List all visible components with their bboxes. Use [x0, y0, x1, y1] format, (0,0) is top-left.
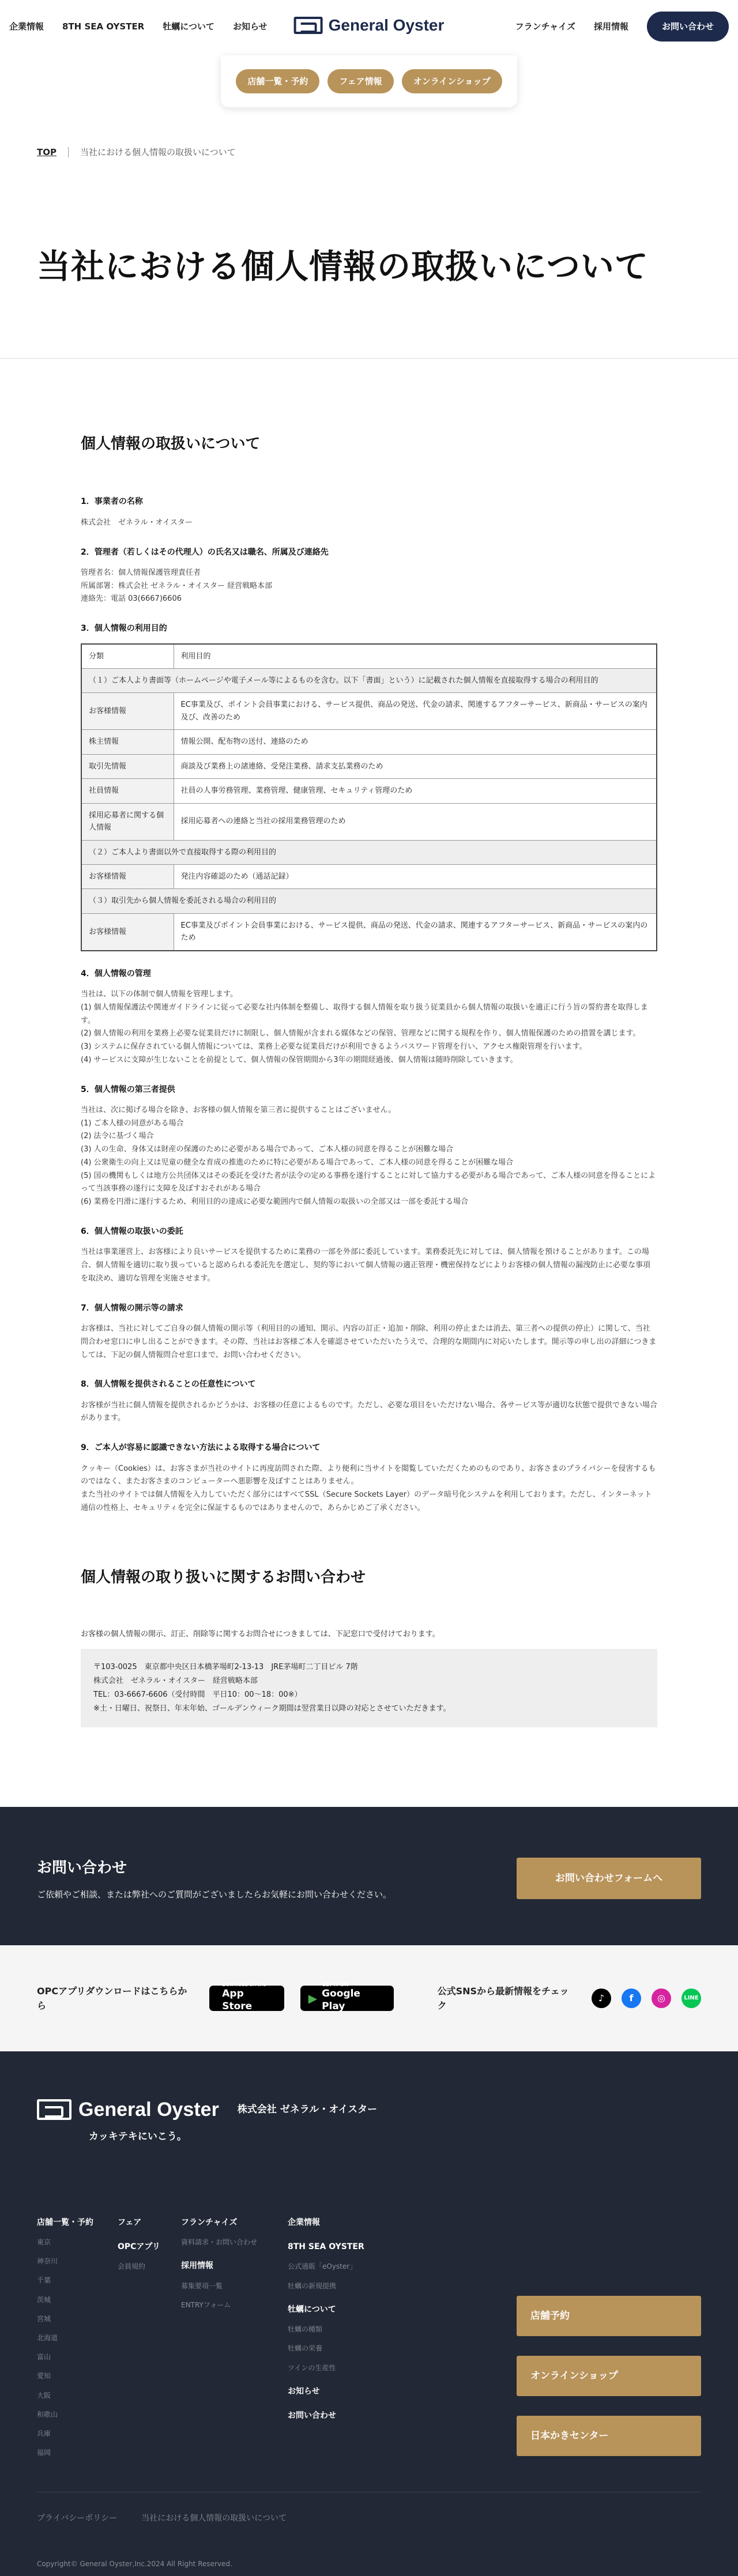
footer-link[interactable]: 和歌山: [37, 2410, 58, 2419]
subnav-wrapper: [0, 53, 738, 107]
footer-link[interactable]: 公式通販「eOyster」: [288, 2262, 357, 2271]
section-7-body: お客様は、当社に対してご自身の個人情報の開示等（利用目的の通知、開示、内容の訂正・追加・削除、利用の停止または消去、第三者への提供の停止）に関して、当社問合わせ窓口に申し出ることができます。その際、当社はお客様ご本人を確認させていただいたうえで、合理的な期間内に対応いたします。開示等の申し出の詳細につきましては、下記の個人情報問合せ窓口まで、お問い合わせください。: [81, 1324, 657, 1359]
footer-bottom-links: [37, 2492, 701, 2525]
inquiry-lead: お客様の個人情報の開示、訂正、削除等に関するお問合せにつきましては、下記窓口で受付けております。: [81, 1630, 440, 1639]
section-9: [81, 1441, 657, 1515]
table-cell-purpose: 社員の人事労務管理、業務管理、健康管理、セキュリティ管理のため: [174, 779, 657, 803]
footer-link[interactable]: 神奈川: [37, 2257, 58, 2266]
footer-oyster-list: [288, 2324, 394, 2374]
section-8-body: お客様が当社に個人情報を提供されるかどうかは、お客様の任意によるものです。ただし、必要な項目をいただけない場合、各サービス等が適切な状態で提供できない場合があります。: [81, 1400, 657, 1423]
subnav-fair[interactable]: フェア情報: [327, 69, 393, 93]
breadcrumb-current: 当社における個人情報の取扱いについて: [80, 147, 236, 157]
footer-logo-mark-icon: [37, 2099, 71, 2120]
section-5-line: (1) ご本人様の同意がある場合: [81, 1118, 184, 1128]
section-2: [81, 546, 657, 607]
tiktok-icon[interactable]: ♪: [592, 1989, 611, 2008]
footer-link[interactable]: 宮城: [37, 2314, 51, 2323]
footer-col-company: [288, 2216, 394, 2467]
table-cell-purpose: 採用応募者への連絡と当社の採用業務管理のため: [174, 803, 657, 840]
footer-app-list: [118, 2261, 181, 2272]
google-play-button[interactable]: [300, 1982, 394, 2013]
section-5-line: 当社は、次に掲げる場合を除き、お客様の個人情報を第三者に提供することはございません。: [81, 1105, 396, 1114]
contact-button[interactable]: お問い合わせ: [647, 12, 729, 42]
table-cell-category: 株主情報: [81, 730, 174, 754]
section-6: [81, 1225, 657, 1286]
section-9-title: 9．ご本人が容易に認識できない方法による取得する場合について: [81, 1443, 321, 1453]
section-6-body: 当社は事業運営上、お客様により良いサービスを提供するために業務の一部を外部に委託しています。業務委託先に対しては、個人情報を預けることがあります。この場合、個人情報を適切に取り扱っていると認められる委託先を選定し、契約等において個人情報の適正管理・機密保持などによりお客様の個人情報の漏洩防止に必要な事項を取決め、適切な管理を実施させます。: [81, 1248, 651, 1283]
footer-link[interactable]: 福岡: [37, 2449, 51, 2457]
site-header: [0, 0, 738, 53]
footer-online-shop-button[interactable]: オンラインショップ: [517, 2356, 701, 2396]
footer-link[interactable]: 牡蠣の栄養: [288, 2344, 323, 2353]
table-subheader-1: （１）ご本人より書面等（ホームページや電子メール等によるものを含む。以下「書面」という）に記載された個人情報を直接取得する場合の利用目的: [81, 669, 657, 693]
logo-mark-icon: [294, 17, 323, 34]
section-4: [81, 967, 657, 1067]
footer-logo: [37, 2094, 701, 2125]
google-play-label: Google Play: [322, 1988, 360, 2013]
section-5-line: (2) 法令に基づく場合: [81, 1132, 154, 1141]
nav-about-oysters[interactable]: 牡蠣について: [163, 21, 214, 32]
primary-nav-right: [515, 12, 729, 42]
section-5-line: (3) 人の生命、身体又は財産の保護のために必要がある場合であって、ご本人様の同意を得ることが困難な場合: [81, 1145, 454, 1154]
footer-link[interactable]: 資料請求・お問い合わせ: [181, 2238, 258, 2247]
section-4-line: (3) システムに保存されている個人情報については、業務上必要な従業員だけが利用できるようパスワード管理を行い、アクセス権限管理を行います。: [81, 1042, 587, 1052]
table-header-category: 分類: [81, 644, 174, 669]
breadcrumb-top[interactable]: TOP: [37, 147, 57, 157]
copyright: Copyright© General Oyster,Inc.2024 All Right Reserved.: [37, 2560, 232, 2569]
table-subheader: [81, 840, 657, 864]
nav-recruit[interactable]: 採用情報: [593, 21, 628, 32]
table-cell-category: お客様情報: [81, 693, 174, 730]
footer-col-subtitle[interactable]: OPCアプリ: [118, 2242, 160, 2252]
section-9-line: また当社のサイトでは個人情報を入力していただく部分にはすべてSSL（Secure Sockets Layer）のデータ暗号化システムを利用しております。ただし、インターネット通信の性格上、セキュリティを完全に保証するものではありませんので、あらかじめご了承ください。: [81, 1490, 652, 1512]
footer-link[interactable]: 北海道: [37, 2334, 58, 2342]
table-row: [81, 754, 657, 778]
personal-info-link[interactable]: 当社における個人情報の取扱いについて: [141, 2514, 287, 2524]
footer-link[interactable]: 会員規約: [118, 2262, 146, 2271]
footer-link[interactable]: 東京: [37, 2238, 51, 2247]
footer-col-stores: [37, 2216, 118, 2467]
table-cell-category: 社員情報: [81, 779, 174, 803]
google-play-text: [322, 1983, 386, 2013]
section-2-title: 2．管理者（若しくはその代理人）の氏名又は職名、所属及び連絡先: [81, 547, 329, 557]
manager-name: 管理者名：個人情報保護管理責任者: [81, 568, 201, 577]
app-download-label: OPCアプリダウンロードはこちらから: [37, 1985, 187, 2012]
table-subheader: [81, 669, 657, 693]
footer-company: 株式会社 ゼネラル・オイスター: [237, 2103, 378, 2115]
contact-form-button[interactable]: お問い合わせフォームへ: [517, 1858, 701, 1899]
footer-col-subtitle[interactable]: 牡蠣について: [288, 2304, 336, 2314]
footer-link[interactable]: 牡蠣の新規提携: [288, 2281, 337, 2290]
section-4-line: (1) 個人情報保護法や関連ガイドラインに従って必要な社内体制を整備し、取得する個人情報を取り扱う従業員から個人情報の取扱いを適正に行う旨の誓約書を取得します。: [81, 1003, 648, 1025]
footer-col-subtitle[interactable]: お問い合わせ: [288, 2411, 336, 2421]
section-8: [81, 1378, 657, 1425]
footer-link[interactable]: 富山: [37, 2353, 51, 2362]
page-title: 当社における個人情報の取扱いについて: [0, 159, 738, 359]
section-heading: 個人情報の取扱いについて: [81, 435, 261, 453]
inquiry-address: 〒103-0025 東京都中央区日本橋茅場町2-13-13 JRE茅場町二丁目ビル 7階: [93, 1662, 358, 1671]
table-row: [81, 803, 657, 840]
contact-band-title: お問い合わせ: [37, 1859, 127, 1877]
footer-brand-text: General Oyster: [78, 2099, 219, 2121]
table-cell-category: お客様情報: [81, 913, 174, 950]
footer-link[interactable]: 茨城: [37, 2295, 51, 2304]
footer-tagline: カッキテキにいこう。: [89, 2130, 187, 2142]
nav-franchise[interactable]: フランチャイズ: [515, 21, 575, 32]
footer-buttons: [517, 2296, 701, 2456]
inquiry-tel: TEL：03-6667-6606（受付時間 平日10：00～18：00※）: [93, 1690, 302, 1700]
sns-links: [592, 1989, 701, 2008]
section-4-line: (2) 個人情報の利用を業務上必要な従業員だけに制限し、個人情報が含まれる媒体などの保管、管理などに関する規程を作り、個人情報保護のための措置を講じます。: [81, 1029, 641, 1038]
table-cell-purpose: EC事業及び、ポイント会員事業における、サービス提供、商品の発送、代金の請求、関連するアフターサービス、新商品・サービスの案内及び、改善のため: [174, 693, 657, 730]
section-7-title: 7．個人情報の開示等の請求: [81, 1303, 183, 1313]
inquiry-title: 個人情報の取り扱いに関するお問い合わせ: [81, 1568, 366, 1586]
section-4-line: 当社は、以下の体制で個人情報を管理します。: [81, 990, 238, 999]
subnav-online-shop[interactable]: オンラインショップ: [402, 69, 502, 93]
inquiry-note: ※土・日曜日、祝祭日、年末年始、ゴールデンウィーク期間は翌営業日以降の対応とさせていただきます。: [93, 1704, 451, 1713]
footer-link[interactable]: 兵庫: [37, 2429, 51, 2438]
footer-col-franchise: [181, 2216, 288, 2467]
footer-col-title[interactable]: 店舗一覧・予約: [37, 2217, 93, 2227]
breadcrumb-separator: [68, 147, 69, 157]
table-row: [81, 730, 657, 754]
footer-col-fair: [118, 2216, 181, 2467]
section-5: [81, 1083, 657, 1209]
footer-link[interactable]: ツインの生産性: [288, 2363, 336, 2372]
table-cell-purpose: 商談及び業務上の諸連絡、受発注業務、請求支払業務のため: [174, 754, 657, 778]
section-5-line: (5) 国の機関もしくは地方公共団体又はその委託を受けた者が法令の定める事務を遂行することに対して協力する必要がある場合であって、ご本人様の同意を得ることによって当該事務の遂行に支障を及ぼすおそれがある場合: [81, 1171, 656, 1193]
table-row: [81, 913, 657, 950]
purpose-table: [81, 643, 657, 951]
table-row: [81, 779, 657, 803]
table-header-purpose: 利用目的: [174, 644, 657, 669]
section-9-line: クッキー（Cookies）は、お客さまが当社のサイトに再度訪問された際、より便利に当サイトを閲覧していただくためのものであり、お客さまのプライバシーを侵害するものではなく、またお客さまのコンピューターへ悪影響を及ぼすことはありません。: [81, 1464, 656, 1486]
footer-col-title[interactable]: フェア: [118, 2217, 142, 2227]
section-5-title: 5．個人情報の第三者提供: [81, 1084, 175, 1094]
sns-label: 公式SNSから最新情報をチェック: [437, 1985, 569, 2012]
table-cell-category: お客様情報: [81, 864, 174, 888]
footer-link[interactable]: 千葉: [37, 2276, 51, 2285]
site-logo[interactable]: [294, 13, 445, 39]
footer-col-subtitle[interactable]: お知らせ: [288, 2386, 320, 2396]
app-store-small: Download on the: [222, 1982, 266, 1989]
line-icon[interactable]: LINE: [681, 1989, 701, 2008]
section-3: [81, 622, 657, 951]
inquiry-company: 株式会社 ゼネラル・オイスター 経営戦略本部: [93, 1676, 258, 1685]
footer-col-subtitle[interactable]: 採用情報: [181, 2261, 213, 2271]
facebook-icon[interactable]: f: [622, 1989, 641, 2008]
nav-company[interactable]: 企業情報: [9, 21, 44, 32]
section-8-title: 8．個人情報を提供されることの任意性について: [81, 1380, 256, 1389]
manager-contact: 連絡先：電話 03(6667)6606: [81, 594, 182, 604]
app-store-text: [222, 1983, 276, 2013]
instagram-icon[interactable]: ◎: [652, 1989, 671, 2008]
section-6-title: 6．個人情報の取扱いの委託: [81, 1226, 183, 1236]
app-store-label: App Store: [222, 1988, 253, 2013]
footer-recruit-list: [181, 2281, 288, 2311]
table-row: [81, 693, 657, 730]
table-cell-category: 取引先情報: [81, 754, 174, 778]
primary-nav-left: [9, 20, 268, 33]
contact-band-text: ご依頼やご相談、または弊社へのご質問がございましたらお気軽にお問い合わせください。: [37, 1889, 392, 1900]
footer-oyster-center-button[interactable]: 日本かきセンター: [517, 2416, 701, 2456]
nav-8th-sea-oyster[interactable]: 8TH SEA OYSTER: [62, 21, 145, 32]
section-1: [81, 495, 657, 529]
app-band: [0, 1945, 738, 2051]
footer-col-subtitle[interactable]: 8TH SEA OYSTER: [288, 2242, 364, 2252]
footer-link[interactable]: 募集要項一覧: [181, 2281, 223, 2290]
footer-link[interactable]: 大阪: [37, 2391, 51, 2400]
google-play-icon: ▶: [308, 1991, 318, 2006]
table-row: [81, 864, 657, 888]
footer-brand[interactable]: [37, 2094, 219, 2125]
logo-text: General Oyster: [328, 16, 445, 34]
table-cell-purpose: 発注内容確認のため（通話記録）: [174, 864, 657, 888]
section-5-line: (6) 業務を円滑に遂行するため、利用目的の達成に必要な範囲内で個人情報の取扱いの全部又は一部を委託する場合: [81, 1197, 469, 1207]
footer-reserve-button[interactable]: 店舗予約: [517, 2296, 701, 2336]
section-4-line: (4) サービスに支障が生じないことを前提として、個人情報の保管期間から3年の期間経過後、個人情報は随時削除していきます。: [81, 1055, 518, 1064]
section-4-title: 4．個人情報の管理: [81, 969, 151, 978]
inquiry-box: [81, 1649, 657, 1727]
section-5-line: (4) 公衆衛生の向上又は児童の健全な育成の推進のために特に必要がある場合であって、ご本人様の同意を得ることが困難な場合: [81, 1158, 514, 1167]
table-subheader-3: （３）取引先から個人情報を委託される場合の利用目的: [81, 889, 657, 913]
table-subheader-2: （２）ご本人より書面以外で直接取得する際の利用目的: [81, 840, 657, 864]
app-store-button[interactable]: [209, 1982, 284, 2013]
subnav-stores[interactable]: 店舗一覧・予約: [236, 69, 319, 93]
privacy-policy-link[interactable]: プライバシーポリシー: [37, 2514, 118, 2524]
google-play-small: GET IT ON: [322, 1982, 348, 1989]
nav-news[interactable]: お知らせ: [232, 21, 268, 32]
section-1-body: 株式会社 ゼネラル・オイスター: [81, 518, 193, 527]
breadcrumb: [0, 107, 738, 159]
table-cell-purpose: EC事業及びポイント会員事業における、サービス提供、商品の発送、代金の請求、関連するアフターサービス、新商品・サービスの案内のため: [174, 913, 657, 950]
subnav: [221, 55, 517, 107]
table-subheader: [81, 889, 657, 913]
manager-dept: 所属部署：株式会社 ゼネラル・オイスター 経営戦略本部: [81, 581, 273, 590]
footer-link[interactable]: 牡蠣の種類: [288, 2325, 323, 2334]
footer-col-title[interactable]: フランチャイズ: [181, 2217, 238, 2227]
table-header-row: [81, 644, 657, 669]
table-cell-category: 採用応募者に関する個人情報: [81, 803, 174, 840]
footer-store-list: [37, 2237, 118, 2458]
footer-col-title[interactable]: 企業情報: [288, 2217, 320, 2227]
footer-franchise-list: [181, 2237, 288, 2248]
section-7: [81, 1302, 657, 1362]
main-content: [81, 359, 657, 1727]
section-1-title: 1．事業者の名称: [81, 497, 143, 507]
site-footer: [0, 2051, 738, 2576]
section-3-title: 3．個人情報の利用目的: [81, 624, 167, 634]
table-cell-purpose: 情報公開、配布物の送付、連絡のため: [174, 730, 657, 754]
footer-link[interactable]: 愛知: [37, 2372, 51, 2381]
footer-link[interactable]: ENTRYフォーム: [181, 2300, 231, 2309]
contact-band: [0, 1807, 738, 1945]
footer-8th-list: [288, 2261, 394, 2291]
